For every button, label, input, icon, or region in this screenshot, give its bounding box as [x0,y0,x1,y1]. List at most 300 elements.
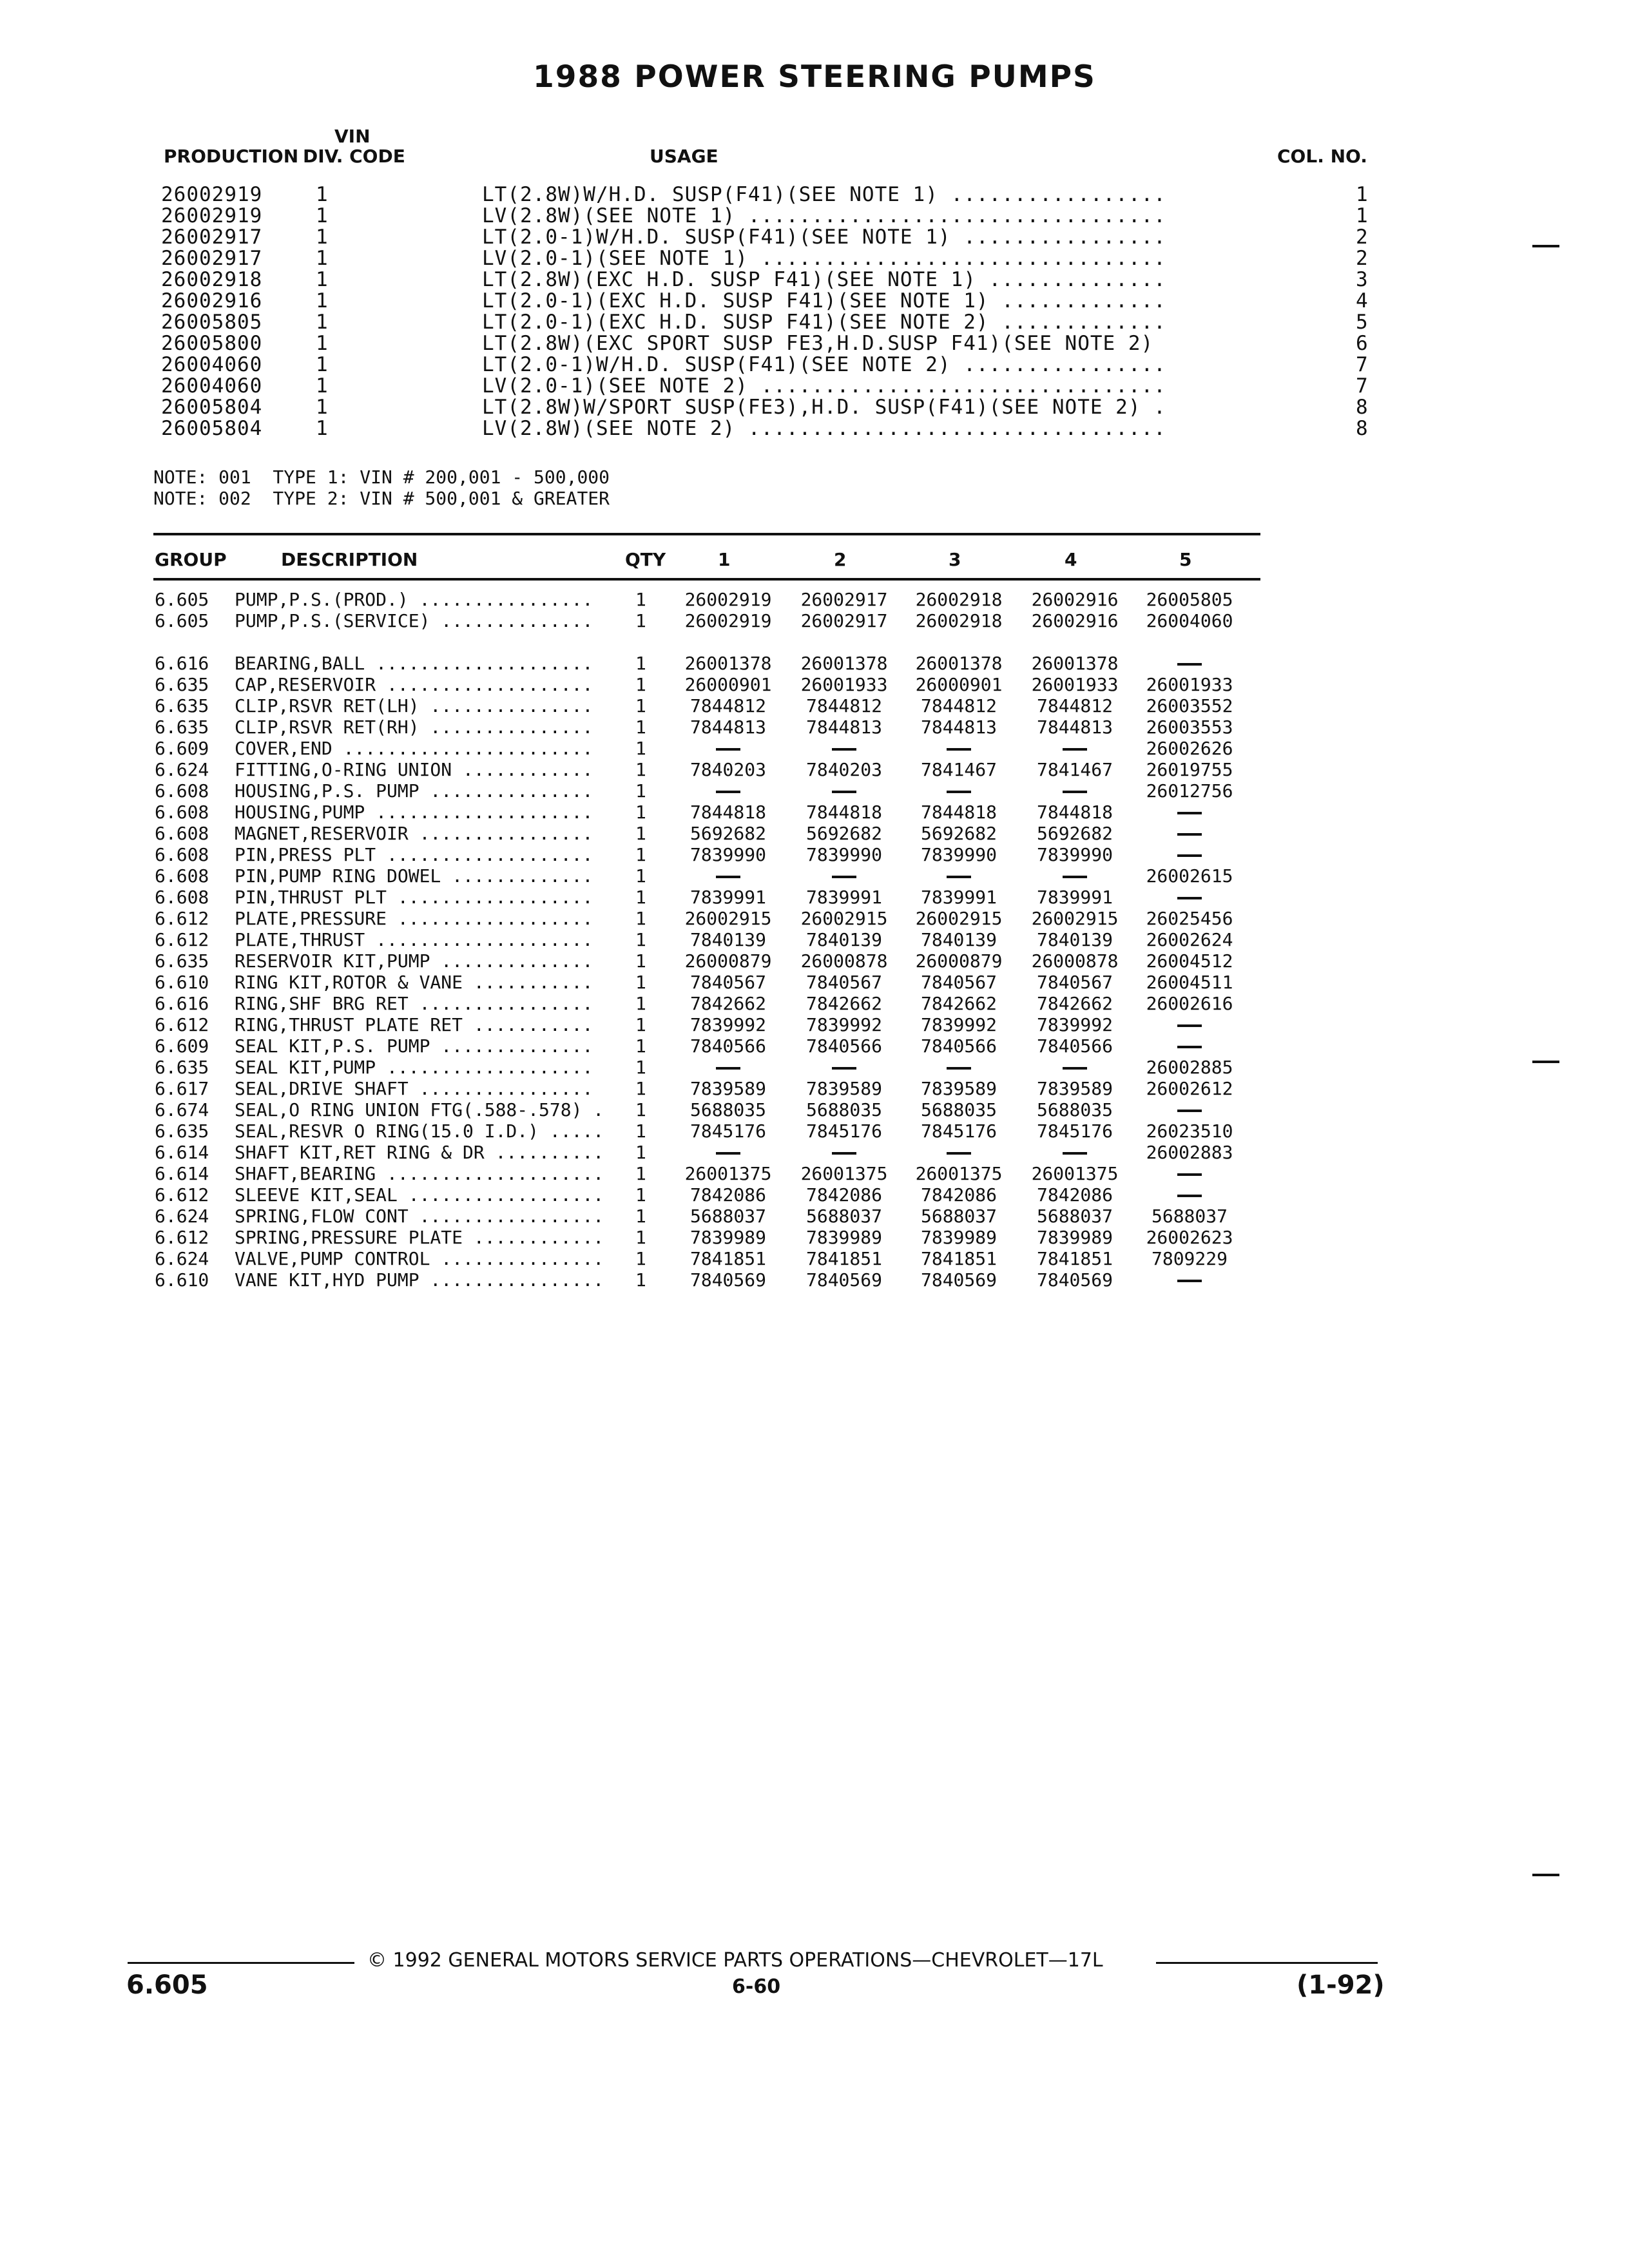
part-number: 7845176 [920,1120,997,1142]
dash-mark [716,876,740,878]
part-description: RING KIT,ROTOR & VANE ........... [235,972,593,993]
part-number: 7839589 [805,1078,882,1099]
part-number: 26001375 [915,1163,1003,1184]
dash-mark [1177,854,1202,857]
part-number: 26002915 [800,908,888,929]
part-number: 26003552 [1146,695,1233,716]
part-number: 26002624 [1146,929,1233,950]
part-number: 7844813 [1036,716,1113,738]
col-number: 2 [1356,247,1369,270]
group-code: 6.608 [155,865,209,887]
part-qty: 1 [635,993,646,1014]
part-number: 26002915 [684,908,772,929]
part-number: 26002918 [915,610,1003,631]
part-qty: 1 [635,1057,646,1078]
part-number: 7840566 [1036,1035,1113,1057]
table-row [0,1099,1629,1120]
part-qty: 1 [635,1142,646,1163]
usage-row [0,226,1629,247]
no-part-dash [1132,1099,1248,1120]
part-number: 26002915 [915,908,1003,929]
part-number: 26002919 [684,610,772,631]
part-qty: 1 [635,1206,646,1227]
part-number: 7839992 [805,1014,882,1035]
vin-div-code: 1 [316,353,329,376]
part-number: 7839991 [920,887,997,908]
part-description: SHAFT KIT,RET RING & DR .......... [235,1142,604,1163]
vin-div-code: 1 [316,226,329,249]
part-number: 5688035 [689,1099,766,1120]
group-code: 6.614 [155,1163,209,1184]
part-qty: 1 [635,844,646,865]
dash-mark [947,1152,971,1155]
part-number: 7845176 [1036,1120,1113,1142]
margin-mark [1532,245,1559,247]
part-number: 5692682 [689,823,766,844]
part-number: 7844812 [920,695,997,716]
table-row [0,674,1629,695]
usage-row [0,289,1629,311]
part-qty: 1 [635,1078,646,1099]
dash-mark [1177,897,1202,899]
part-number: 26000878 [1031,950,1119,972]
part-description: HOUSING,P.S. PUMP ............... [235,780,593,802]
col-number: 8 [1356,396,1369,419]
part-number: 7842086 [805,1184,882,1206]
group-code: 6.609 [155,1035,209,1057]
col-number: 4 [1356,289,1369,312]
part-description: SHAFT,BEARING .................... [235,1163,604,1184]
table-row [0,1206,1629,1227]
usage-row [0,311,1629,332]
part-number: 26004511 [1146,972,1233,993]
dash-mark [1177,663,1202,666]
vin-div-code: 1 [316,417,329,440]
col-number: 2 [1356,226,1369,249]
table-row [0,993,1629,1014]
group-code: 6.612 [155,1014,209,1035]
part-number: 7839589 [1036,1078,1113,1099]
part-number: 26000878 [800,950,888,972]
usage-text: LT(2.8W)(EXC H.D. SUSP F41)(SEE NOTE 1) .............. [482,268,1166,291]
part-description: CLIP,RSVR RET(RH) ............... [235,716,593,738]
part-number: 5688035 [920,1099,997,1120]
table-row [0,950,1629,972]
table-row [0,929,1629,950]
usage-text: LV(2.8W)(SEE NOTE 1) ................................. [482,204,1166,227]
part-number: 7840139 [689,929,766,950]
no-part-dash [901,1057,1017,1078]
part-number: 7839589 [920,1078,997,1099]
table-row [0,610,1629,631]
part-number: 7839991 [689,887,766,908]
production-code: 26005800 [161,332,263,355]
no-part-dash [1132,1184,1248,1206]
col-number: 7 [1356,353,1369,376]
no-part-dash [786,780,902,802]
col-3-header: 3 [949,549,961,570]
no-part-dash [1017,1142,1133,1163]
no-part-dash [1017,780,1133,802]
part-number: 7840203 [805,759,882,780]
part-number: 26002916 [1031,610,1119,631]
part-number: 7839989 [689,1227,766,1248]
vin-div-code: 1 [316,268,329,291]
production-code: 26004060 [161,353,263,376]
group-code: 6.608 [155,802,209,823]
part-number: 26001375 [800,1163,888,1184]
usage-row [0,374,1629,396]
part-number: 7844818 [805,802,882,823]
group-code: 6.635 [155,716,209,738]
footer-rule-right [1156,1962,1378,1964]
part-qty: 1 [635,780,646,802]
table-row [0,695,1629,716]
part-number: 7839990 [689,844,766,865]
part-number: 5692682 [920,823,997,844]
dash-mark [1063,791,1087,793]
part-number: 7839990 [1036,844,1113,865]
usage-text: LT(2.0-1)(EXC H.D. SUSP F41)(SEE NOTE 1) ............. [482,289,1166,312]
production-header: PRODUCTION [164,146,299,167]
group-code: 6.608 [155,780,209,802]
part-number: 7839990 [805,844,882,865]
part-number: 7840139 [920,929,997,950]
table-row [0,1078,1629,1099]
no-part-dash [670,1057,786,1078]
part-number: 26001375 [684,1163,772,1184]
part-description: PIN,PUMP RING DOWEL ............. [235,865,593,887]
table-row [0,1120,1629,1142]
no-part-dash [786,1057,902,1078]
part-qty: 1 [635,865,646,887]
part-description: PLATE,THRUST .................... [235,929,593,950]
vin-div-code: 1 [316,396,329,419]
part-number: 7840566 [805,1035,882,1057]
group-code: 6.674 [155,1099,209,1120]
part-number: 7809229 [1151,1248,1228,1269]
margin-mark [1532,1061,1559,1063]
part-number: 7844818 [1036,802,1113,823]
part-number: 7844812 [1036,695,1113,716]
usage-row [0,183,1629,204]
part-number: 26002626 [1146,738,1233,759]
part-number: 7844813 [689,716,766,738]
table-row [0,1142,1629,1163]
part-description: PIN,PRESS PLT ................... [235,844,593,865]
table-row [0,780,1629,802]
usage-text: LT(2.0-1)(EXC H.D. SUSP F41)(SEE NOTE 2) ............. [482,311,1166,334]
part-number: 26002919 [684,589,772,610]
usage-text: LV(2.0-1)(SEE NOTE 1) ................................ [482,247,1166,270]
part-qty: 1 [635,1163,646,1184]
dash-mark [716,791,740,793]
usage-text: LT(2.0-1)W/H.D. SUSP(F41)(SEE NOTE 1) ................ [482,226,1166,249]
part-qty: 1 [635,823,646,844]
table-row [0,972,1629,993]
usage-text: LT(2.8W)(EXC SPORT SUSP FE3,H.D.SUSP F41)(SEE NOTE 2) [482,332,1154,355]
part-number: 26002918 [915,589,1003,610]
group-code: 6.635 [155,950,209,972]
usage-text: LV(2.0-1)(SEE NOTE 2) ................................ [482,374,1166,398]
part-number: 7845176 [805,1120,882,1142]
part-description: HOUSING,PUMP .................... [235,802,593,823]
part-number: 26001933 [1031,674,1119,695]
dash-mark [947,791,971,793]
part-number: 7842662 [920,993,997,1014]
group-code: 6.624 [155,1206,209,1227]
table-row [0,1227,1629,1248]
part-number: 7839989 [1036,1227,1113,1248]
production-code: 26002916 [161,289,263,312]
part-number: 7844818 [689,802,766,823]
part-number: 26004060 [1146,610,1233,631]
part-number: 26001378 [1031,653,1119,674]
table-row [0,738,1629,759]
dash-mark [832,1152,856,1155]
note-2: NOTE: 002 TYPE 2: VIN # 500,001 & GREATER [153,488,610,509]
part-qty: 1 [635,1120,646,1142]
usage-text: LT(2.8W)W/H.D. SUSP(F41)(SEE NOTE 1) ................. [482,183,1166,206]
footer-section: 6.605 [126,1970,208,2000]
part-number: 26002615 [1146,865,1233,887]
table-row [0,631,1629,653]
part-description: PUMP,P.S.(SERVICE) .............. [235,610,593,631]
col-no-header: COL. NO. [1277,146,1367,167]
part-number: 7840569 [920,1269,997,1291]
description-header: DESCRIPTION [281,549,418,570]
part-description: SEAL,DRIVE SHAFT ................ [235,1078,593,1099]
margin-mark [1532,1874,1559,1876]
part-number: 26002883 [1146,1142,1233,1163]
part-number: 7844812 [805,695,882,716]
no-part-dash [901,865,1017,887]
no-part-dash [901,1142,1017,1163]
part-number: 7842086 [1036,1184,1113,1206]
part-qty: 1 [635,589,646,610]
part-description: COVER,END ....................... [235,738,593,759]
usage-row [0,204,1629,226]
usage-row [0,417,1629,438]
part-description: MAGNET,RESERVOIR ................ [235,823,593,844]
part-description: PUMP,P.S.(PROD.) ................ [235,589,593,610]
part-number: 26000901 [915,674,1003,695]
group-code: 6.616 [155,653,209,674]
part-number: 7845176 [689,1120,766,1142]
part-number: 26002917 [800,610,888,631]
usage-text: LV(2.8W)(SEE NOTE 2) ................................. [482,417,1166,440]
vin-header-top: VIN [334,126,371,147]
dash-mark [1177,1110,1202,1112]
dash-mark [1177,1195,1202,1197]
part-qty: 1 [635,1099,646,1120]
part-number: 26001378 [684,653,772,674]
usage-text: LT(2.8W)W/SPORT SUSP(FE3),H.D. SUSP(F41)(SEE NOTE 2) . [482,396,1166,419]
part-number: 7844813 [920,716,997,738]
part-qty: 1 [635,972,646,993]
vin-div-code: 1 [316,289,329,312]
part-number: 5688037 [1036,1206,1113,1227]
table-row [0,1014,1629,1035]
dash-mark [1063,876,1087,878]
part-number: 26000879 [684,950,772,972]
table-row [0,1035,1629,1057]
dash-mark [947,1067,971,1070]
part-number: 7841467 [1036,759,1113,780]
part-number: 26002623 [1146,1227,1233,1248]
part-number: 7839991 [805,887,882,908]
no-part-dash [1132,653,1248,674]
part-qty: 1 [635,887,646,908]
group-code: 6.614 [155,1142,209,1163]
dash-mark [832,791,856,793]
part-number: 26001933 [800,674,888,695]
production-code: 26002919 [161,183,263,206]
col-number: 3 [1356,268,1369,291]
group-code: 6.605 [155,610,209,631]
group-code: 6.610 [155,972,209,993]
part-number: 7842662 [1036,993,1113,1014]
dash-mark [1177,1046,1202,1048]
dash-mark [1063,1067,1087,1070]
no-part-dash [786,865,902,887]
part-number: 26001378 [800,653,888,674]
group-code: 6.608 [155,823,209,844]
part-qty: 1 [635,1014,646,1035]
dash-mark [1063,748,1087,751]
table-row [0,653,1629,674]
no-part-dash [1017,1057,1133,1078]
part-number: 5688037 [805,1206,882,1227]
group-code: 6.609 [155,738,209,759]
part-number: 26004512 [1146,950,1233,972]
part-qty: 1 [635,653,646,674]
part-description: PLATE,PRESSURE .................. [235,908,593,929]
col-number: 6 [1356,332,1369,355]
part-number: 7840567 [1036,972,1113,993]
dash-mark [832,876,856,878]
vin-div-code: 1 [316,311,329,334]
group-header: GROUP [155,549,227,570]
table-row [0,1057,1629,1078]
dash-mark [1177,1173,1202,1176]
usage-text: LT(2.0-1)W/H.D. SUSP(F41)(SEE NOTE 2) ................ [482,353,1166,376]
group-code: 6.610 [155,1269,209,1291]
part-number: 26001375 [1031,1163,1119,1184]
part-number: 5692682 [1036,823,1113,844]
vin-div-code: 1 [316,374,329,398]
group-code: 6.612 [155,1227,209,1248]
table-row [0,759,1629,780]
footer-rule-left [128,1962,354,1964]
no-part-dash [1132,1163,1248,1184]
part-qty: 1 [635,1248,646,1269]
part-qty: 1 [635,610,646,631]
production-code: 26005804 [161,396,263,419]
part-description: SLEEVE KIT,SEAL .................. [235,1184,604,1206]
no-part-dash [1132,1269,1248,1291]
table-row [0,823,1629,844]
part-number: 26003553 [1146,716,1233,738]
part-description: SEAL KIT,P.S. PUMP .............. [235,1035,593,1057]
part-qty: 1 [635,674,646,695]
part-description: SPRING,PRESSURE PLATE ............ [235,1227,604,1248]
col-number: 8 [1356,417,1369,440]
group-code: 6.624 [155,1248,209,1269]
part-number: 26001378 [915,653,1003,674]
table-row [0,908,1629,929]
no-part-dash [1132,1035,1248,1057]
part-number: 26001933 [1146,674,1233,695]
no-part-dash [670,780,786,802]
part-number: 7840567 [920,972,997,993]
part-number: 5688037 [689,1206,766,1227]
no-part-dash [670,865,786,887]
div-code-header: DIV. CODE [303,146,405,167]
part-number: 7840569 [805,1269,882,1291]
production-code: 26002917 [161,226,263,249]
vin-div-code: 1 [316,183,329,206]
col-4-header: 4 [1065,549,1077,570]
group-code: 6.624 [155,759,209,780]
group-code: 6.612 [155,1184,209,1206]
footer-copyright: © 1992 GENERAL MOTORS SERVICE PARTS OPERATIONS—CHEVROLET—17L [367,1949,1103,1972]
part-number: 7841851 [920,1248,997,1269]
part-qty: 1 [635,738,646,759]
part-qty: 1 [635,1269,646,1291]
dash-mark [1177,1024,1202,1027]
dash-mark [947,748,971,751]
part-description: VALVE,PUMP CONTROL ............... [235,1248,604,1269]
part-number: 7841851 [805,1248,882,1269]
part-number: 7839992 [920,1014,997,1035]
part-qty: 1 [635,929,646,950]
no-part-dash [786,1142,902,1163]
no-part-dash [901,780,1017,802]
col-number: 7 [1356,374,1369,398]
part-number: 7839990 [920,844,997,865]
group-code: 6.608 [155,887,209,908]
part-number: 7841851 [1036,1248,1113,1269]
group-code: 6.617 [155,1078,209,1099]
group-code: 6.612 [155,929,209,950]
no-part-dash [901,738,1017,759]
dash-mark [1177,812,1202,814]
vin-div-code: 1 [316,332,329,355]
table-row [0,1184,1629,1206]
production-code: 26002917 [161,247,263,270]
part-number: 7839989 [920,1227,997,1248]
col-2-header: 2 [834,549,847,570]
dash-mark [1063,1152,1087,1155]
group-code: 6.635 [155,1057,209,1078]
part-qty: 1 [635,908,646,929]
part-qty: 1 [635,1184,646,1206]
parts-top-rule [153,533,1260,535]
part-number: 7840569 [689,1269,766,1291]
group-code: 6.635 [155,674,209,695]
qty-header: QTY [625,549,666,570]
footer-date: (1-92) [1296,1970,1385,2000]
part-description: SEAL KIT,PUMP ................... [235,1057,593,1078]
part-qty: 1 [635,802,646,823]
part-number: 5688035 [1036,1099,1113,1120]
part-number: 26002612 [1146,1078,1233,1099]
table-row [0,802,1629,823]
col-1-header: 1 [718,549,731,570]
part-number: 26019755 [1146,759,1233,780]
part-number: 7840203 [689,759,766,780]
